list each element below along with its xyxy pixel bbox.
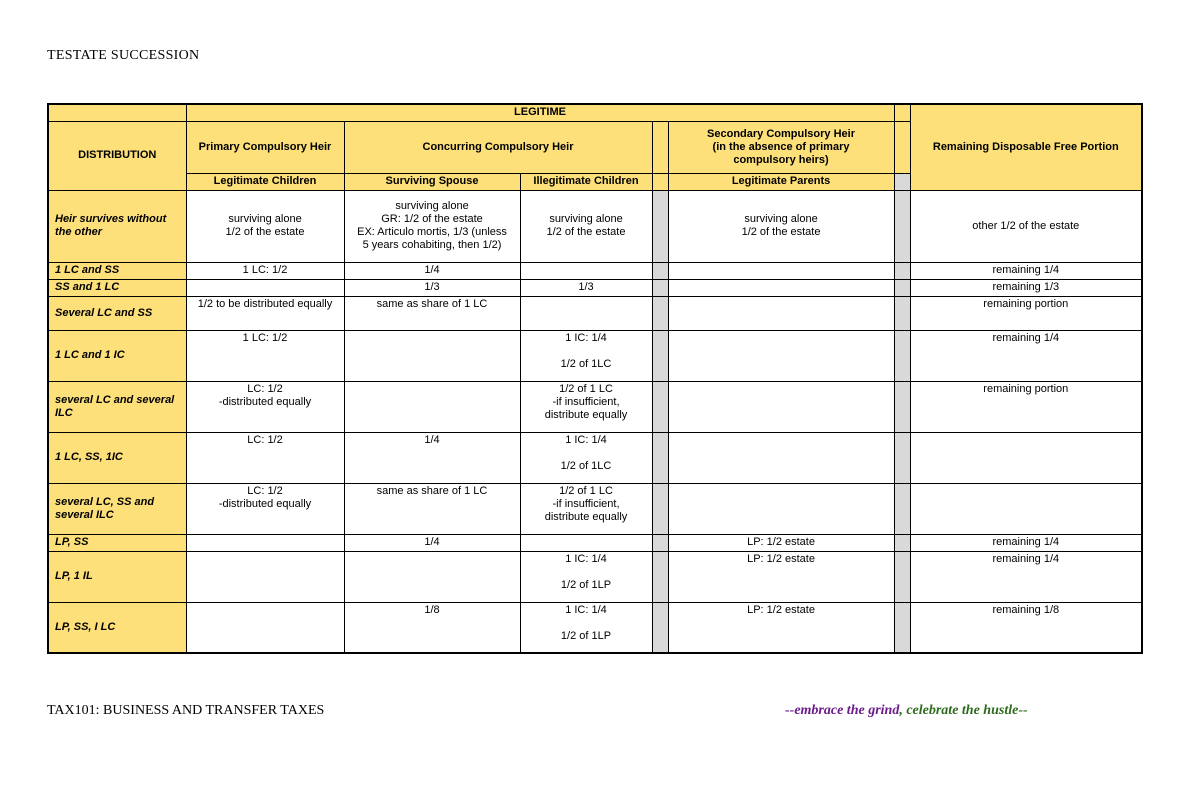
free-portion-cell [910, 483, 1142, 534]
surviving-spouse-cell [344, 483, 520, 534]
illegitimate-children-cell [520, 602, 652, 653]
cell-line: 1/2 of 1LP [560, 578, 612, 591]
surviving-spouse-cell [344, 432, 520, 483]
cell-line [524, 447, 649, 460]
gray-separator-cell [652, 432, 668, 483]
surviving-spouse-cell [344, 602, 520, 653]
cell-line: -distributed equally [218, 395, 312, 408]
gray-separator-cell [894, 483, 910, 534]
cell-line: 1/2 of the estate [225, 226, 305, 238]
legitimate-children-cell [186, 279, 344, 296]
cell-line: 1/2 of 1LC [560, 459, 612, 472]
cell-line: surviving alone [228, 213, 302, 225]
gray-separator-cell [652, 190, 668, 262]
cell-line: 1/2 of 1LP [560, 629, 612, 642]
cell-line: 1/4 [424, 263, 440, 276]
cell-line: 1/3 [578, 280, 594, 293]
row-label: 1 LC and SS [48, 262, 186, 279]
cell-line: remaining 1/4 [992, 552, 1060, 565]
cell-line: remaining 1/4 [992, 263, 1060, 276]
cell-line [524, 345, 649, 358]
table-row [48, 483, 1142, 534]
cell-line: 1/2 to be distributed equally [197, 297, 333, 310]
cell-line: 1/3 [424, 280, 440, 293]
table-row [48, 602, 1142, 653]
legitimate-children-cell [186, 551, 344, 602]
illegitimate-children-cell [520, 551, 652, 602]
legitimate-children-cell [186, 602, 344, 653]
legitimate-parents-cell [668, 432, 894, 483]
legitimate-parents-cell [668, 551, 894, 602]
free-portion-cell [910, 279, 1142, 296]
cell-line: LC: 1/2 [247, 484, 283, 497]
gray-separator-cell [652, 381, 668, 432]
gray-separator-cell [894, 534, 910, 551]
cell-line: surviving alone [549, 213, 623, 225]
cell-line: 1/2 of 1 LC [559, 382, 613, 395]
surviving-spouse-cell [344, 296, 520, 330]
gray-separator-cell [894, 190, 910, 262]
cell-line: -distributed equally [218, 497, 312, 510]
row-label: several LC and several ILC [48, 381, 186, 432]
legitimate-parents-cell [668, 330, 894, 381]
surviving-spouse-cell [344, 279, 520, 296]
table-row [48, 551, 1142, 602]
surviving-spouse-cell [344, 330, 520, 381]
legitimate-children-cell [186, 190, 344, 262]
cell-line: distribute equally [544, 408, 628, 421]
cell-line: LP: 1/2 estate [747, 535, 815, 548]
legitimate-parents-cell [668, 483, 894, 534]
legitimate-children-cell [186, 381, 344, 432]
cell-line: remaining portion [983, 382, 1069, 395]
cell-line: LC: 1/2 [247, 433, 283, 446]
header-blank-cell [48, 104, 186, 121]
cell-line: 1/4 [424, 535, 440, 548]
sub-header-legitimate-children: Legitimate Children [186, 173, 344, 190]
row-label: Heir survives without the other [48, 190, 186, 262]
cell-line: same as share of 1 LC [376, 297, 488, 310]
sub-header-surviving-spouse: Surviving Spouse [344, 173, 520, 190]
cell-line: 1 IC: 1/4 [565, 603, 607, 616]
cell-line: 1/8 [424, 603, 440, 616]
gray-separator-cell [894, 279, 910, 296]
cell-line: surviving alone [744, 213, 818, 225]
free-portion-cell [910, 432, 1142, 483]
cell-line: -if insufficient, [552, 497, 620, 510]
distribution-header: DISTRIBUTION [48, 121, 186, 190]
gray-separator-cell [652, 551, 668, 602]
gray-separator-cell [894, 551, 910, 602]
surviving-spouse-cell [344, 534, 520, 551]
row-label: LP, SS [48, 534, 186, 551]
gray-separator-cell [894, 381, 910, 432]
cell-line: 1 IC: 1/4 [565, 433, 607, 446]
cell-line: distribute equally [544, 510, 628, 523]
gray-separator-cell [652, 602, 668, 653]
row-label: 1 LC, SS, 1IC [48, 432, 186, 483]
legitimate-children-cell [186, 432, 344, 483]
table-row [48, 262, 1142, 279]
gray-separator-cell [894, 432, 910, 483]
secondary-heir-header [668, 121, 894, 173]
legitimate-children-cell [186, 534, 344, 551]
sub-header-legitimate-parents: Legitimate Parents [668, 173, 894, 190]
table-row [48, 381, 1142, 432]
legitimate-children-cell [186, 262, 344, 279]
illegitimate-children-cell [520, 296, 652, 330]
cell-line: LC: 1/2 [247, 382, 283, 395]
gray-separator-cell [894, 262, 910, 279]
gray-separator-cell [652, 534, 668, 551]
cell-line: 1 IC: 1/4 [565, 552, 607, 565]
gray-separator-cell [652, 330, 668, 381]
legitimate-parents-cell [668, 279, 894, 296]
legitimate-children-cell [186, 330, 344, 381]
illegitimate-children-cell [520, 330, 652, 381]
cell-line: EX: Articulo mortis, 1/3 (unless [357, 226, 507, 238]
illegitimate-children-cell [520, 483, 652, 534]
cell-line: remaining 1/3 [992, 280, 1060, 293]
cell-line: remaining portion [983, 297, 1069, 310]
secondary-heir-line: Secondary Compulsory Heir [707, 127, 855, 140]
legitimate-parents-cell [668, 534, 894, 551]
page-title: TESTATE SUCCESSION [47, 48, 200, 63]
gray-separator-cell [652, 296, 668, 330]
cell-line: 1 LC: 1/2 [242, 331, 288, 344]
cell-line: surviving alone [395, 200, 469, 212]
cell-line: -if insufficient, [552, 395, 620, 408]
tagline-part: celebrate the hustle [902, 703, 1019, 718]
surviving-spouse-cell [344, 381, 520, 432]
cell-line: 1/2 of the estate [546, 226, 626, 238]
illegitimate-children-cell [520, 432, 652, 483]
cell-line: remaining 1/4 [992, 535, 1060, 548]
cell-line [524, 566, 649, 579]
table-row [48, 190, 1142, 262]
row-label: LP, SS, I LC [48, 602, 186, 653]
legitimate-parents-cell [668, 262, 894, 279]
free-portion-cell [910, 296, 1142, 330]
cell-line: 1/2 of the estate [741, 226, 821, 238]
surviving-spouse-cell [344, 262, 520, 279]
cell-line: 5 years cohabiting, then 1/2) [362, 239, 502, 251]
table-row [48, 279, 1142, 296]
gray-separator-cell [652, 483, 668, 534]
row-label: 1 LC and 1 IC [48, 330, 186, 381]
cell-line: LP: 1/2 estate [747, 552, 815, 565]
legitimate-parents-cell [668, 381, 894, 432]
free-portion-cell [910, 551, 1142, 602]
header-blank-cell [652, 121, 668, 173]
cell-line: 1/2 of 1LC [560, 357, 612, 370]
cell-line [524, 617, 649, 630]
header-blank-cell [894, 104, 910, 121]
legitimate-children-cell [186, 483, 344, 534]
legitime-header: LEGITIME [186, 104, 894, 121]
row-label: several LC, SS and several ILC [48, 483, 186, 534]
table-row [48, 296, 1142, 330]
legitimate-children-cell [186, 296, 344, 330]
cell-line: remaining 1/4 [992, 331, 1060, 344]
legitime-table [47, 103, 1143, 654]
gray-separator-cell [652, 262, 668, 279]
cell-line: same as share of 1 LC [376, 484, 488, 497]
cell-line: 1/4 [424, 433, 440, 446]
free-portion-cell [910, 602, 1142, 653]
cell-line: 1 LC: 1/2 [242, 263, 288, 276]
header-blank-cell [894, 121, 910, 173]
secondary-heir-line: compulsory heirs) [733, 153, 829, 166]
cell-line: LP: 1/2 estate [747, 603, 815, 616]
header-blank-cell [652, 173, 668, 190]
gray-separator-cell [894, 602, 910, 653]
row-label: SS and 1 LC [48, 279, 186, 296]
table-row [48, 534, 1142, 551]
free-portion-header: Remaining Disposable Free Portion [910, 104, 1142, 190]
table-row [48, 330, 1142, 381]
row-label: Several LC and SS [48, 296, 186, 330]
illegitimate-children-cell [520, 381, 652, 432]
free-portion-cell [910, 534, 1142, 551]
primary-heir-header: Primary Compulsory Heir [186, 121, 344, 173]
secondary-heir-line: (in the absence of primary [712, 140, 850, 153]
cell-line: 1 IC: 1/4 [565, 331, 607, 344]
tagline-part: --embrace the grind [785, 703, 900, 718]
table-body [48, 190, 1142, 653]
tagline-part: , [899, 703, 903, 718]
gray-separator-cell [652, 279, 668, 296]
illegitimate-children-cell [520, 190, 652, 262]
illegitimate-children-cell [520, 279, 652, 296]
concurring-heir-header: Concurring Compulsory Heir [344, 121, 652, 173]
legitimate-parents-cell [668, 190, 894, 262]
cell-line: GR: 1/2 of the estate [381, 213, 483, 225]
legitimate-parents-cell [668, 296, 894, 330]
legitimate-parents-cell [668, 602, 894, 653]
free-portion-cell [910, 381, 1142, 432]
surviving-spouse-cell [344, 190, 520, 262]
table-row [48, 432, 1142, 483]
tagline-part: -- [1018, 703, 1028, 718]
gray-separator-cell [894, 173, 910, 190]
cell-line: 1/2 of 1 LC [559, 484, 613, 497]
free-portion-cell [910, 190, 1142, 262]
cell-line: other 1/2 of the estate [972, 219, 1080, 232]
row-label: LP, 1 IL [48, 551, 186, 602]
free-portion-cell [910, 262, 1142, 279]
sub-header-illegitimate-children: Illegitimate Children [520, 173, 652, 190]
illegitimate-children-cell [520, 534, 652, 551]
surviving-spouse-cell [344, 551, 520, 602]
gray-separator-cell [894, 330, 910, 381]
free-portion-cell [910, 330, 1142, 381]
footer-tagline [785, 703, 1028, 719]
illegitimate-children-cell [520, 262, 652, 279]
cell-line: remaining 1/8 [992, 603, 1060, 616]
footer-course-title: TAX101: BUSINESS AND TRANSFER TAXES [47, 703, 325, 718]
gray-separator-cell [894, 296, 910, 330]
